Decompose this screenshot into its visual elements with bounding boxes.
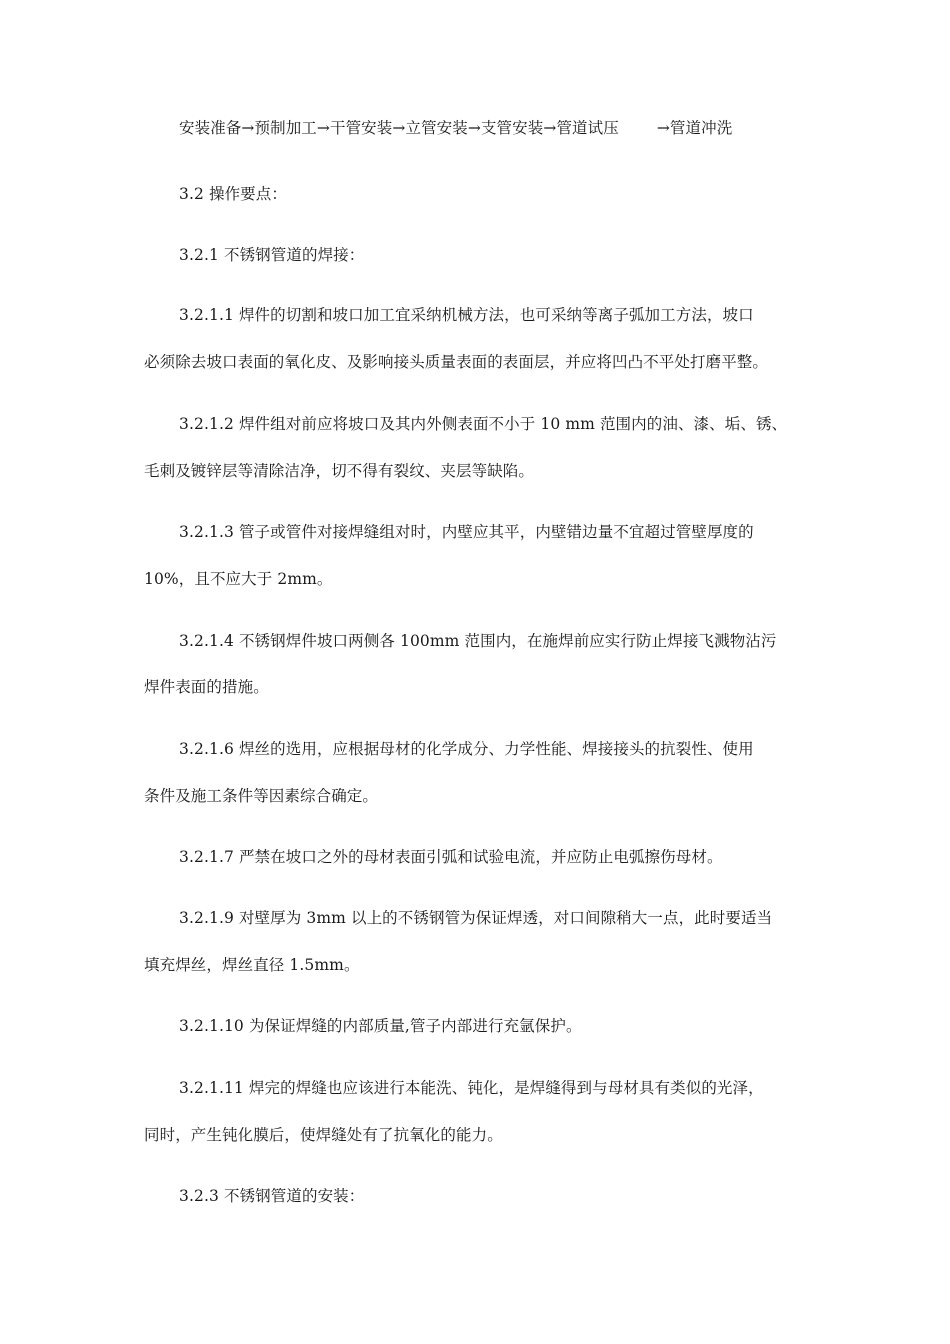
paragraph-3-2-1-10: 3.2.1.10 为保证焊缝的内部质量,管子内部进行充氩保护。 (179, 1017, 582, 1035)
paragraph-3-2-1-11-line1: 3.2.1.11 焊完的焊缝也应该进行本能洗、钝化，是焊缝得到与母材具有类似的光泽， (179, 1079, 764, 1097)
paragraph-3-2-1-7: 3.2.1.7 严禁在坡口之外的母材表面引弧和试验电流，并应防止电弧擦伤母材。 (179, 848, 723, 866)
process-flow-line (179, 118, 732, 138)
paragraph-3-2-1-3-line2: 10%，且不应大于 2mm。 (144, 570, 333, 588)
paragraph-3-2-1-9-line2: 填充焊丝，焊丝直径 1.5mm。 (144, 956, 360, 974)
paragraph-3-2-1-4-line1: 3.2.1.4 不锈钢焊件坡口两侧各 100mm 范围内，在施焊前应实行防止焊接飞溅物沾污 (179, 632, 777, 650)
paragraph-3-2-1-11-line2: 同时，产生钝化膜后，使焊缝处有了抗氧化的能力。 (144, 1126, 503, 1144)
paragraph-3-2-1-6-line1: 3.2.1.6 焊丝的选用，应根据母材的化学成分、力学性能、焊接接头的抗裂性、使用 (179, 740, 754, 758)
process-flow-final-step: →管道冲洗 (656, 119, 733, 137)
paragraph-3-2-1-9-line1: 3.2.1.9 对壁厚为 3mm 以上的不锈钢管为保证焊透，对口间隙稍大一点，此时要适当 (179, 909, 773, 927)
paragraph-3-2-1-2-line2: 毛刺及镀锌层等清除洁净，切不得有裂纹、夹层等缺陷。 (144, 462, 535, 480)
paragraph-3-2-1-1-line1: 3.2.1.1 焊件的切割和坡口加工宜采纳机械方法，也可采纳等离子弧加工方法，坡口 (179, 306, 754, 324)
section-heading-3-2: 3.2 操作要点： (179, 185, 287, 203)
paragraph-3-2-1-4-line2: 焊件表面的措施。 (144, 678, 269, 696)
paragraph-3-2-1-2-line1: 3.2.1.2 焊件组对前应将坡口及其内外侧表面不小于 10 mm 范围内的油、漆、垢、锈、 (179, 415, 788, 433)
paragraph-3-2-1-6-line2: 条件及施工条件等因素综合确定。 (144, 787, 379, 805)
section-heading-3-2-1: 3.2.1 不锈钢管道的焊接： (179, 246, 365, 264)
section-heading-3-2-3: 3.2.3 不锈钢管道的安装： (179, 1187, 365, 1205)
paragraph-3-2-1-1-line2: 必须除去坡口表面的氧化皮、及影响接头质量表面的表面层，并应将凹凸不平处打磨平整。 (144, 353, 769, 371)
process-flow-steps: 安装准备→预制加工→干管安装→立管安装→支管安装→管道试压 (179, 119, 619, 137)
paragraph-3-2-1-3-line1: 3.2.1.3 管子或管件对接焊缝组对时，内壁应其平，内壁错边量不宜超过管壁厚度的 (179, 523, 754, 541)
